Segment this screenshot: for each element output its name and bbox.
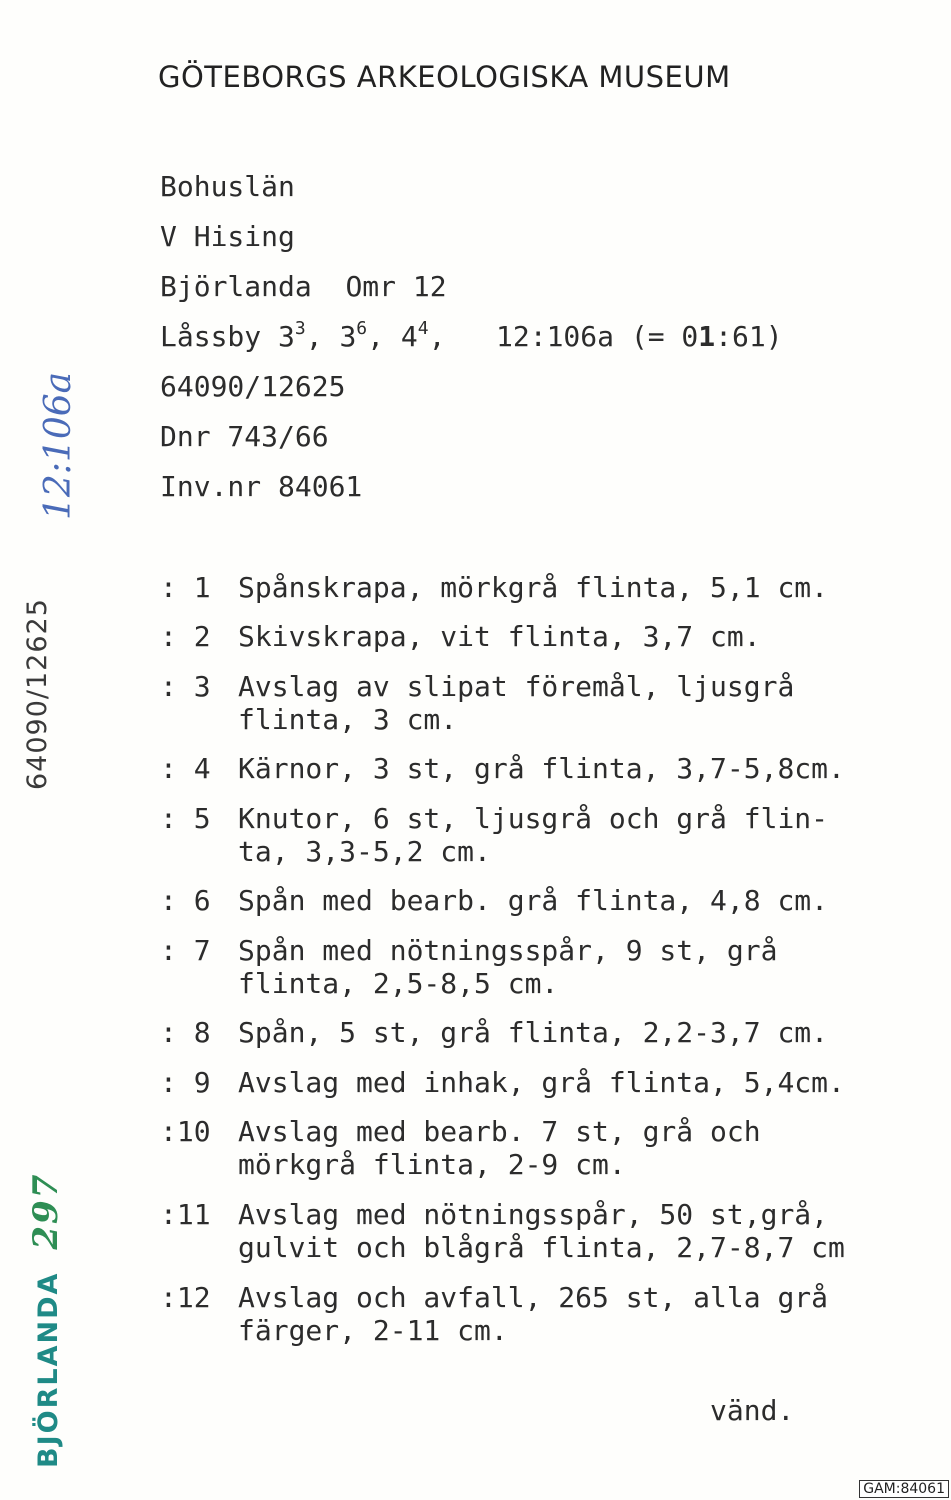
area: Omr 12 — [345, 270, 447, 303]
coordinates: 64090/12625 — [160, 370, 346, 403]
museum-heading: GÖTEBORGS ARKEOLOGISKA MUSEUM — [158, 60, 731, 94]
site-part: $3^3$ — [278, 318, 306, 353]
dnr: Dnr 743/66 — [160, 420, 329, 453]
province: Bohuslän — [160, 170, 295, 203]
parish-stamp: BJÖRLANDA297 — [26, 1172, 66, 1468]
parish: Björlanda — [160, 270, 312, 303]
site-prefix: Låssby — [160, 320, 262, 353]
site-part: $4^4$ — [400, 318, 429, 353]
list-item: : 1 Spånskrapa, mörkgrå flinta, 5,1 cm. — [160, 571, 829, 604]
list-item: : 3 Avslag av slipat föremål, ljusgrå flinta, 3 cm. — [160, 670, 795, 736]
list-item: :12 Avslag och avfall, 265 st, alla grå färger, 2-11 cm. — [160, 1281, 829, 1347]
site-part: $3^6$ — [339, 318, 368, 353]
list-item: : 4 Kärnor, 3 st, grå flinta, 3,7-5,8cm. — [160, 752, 845, 785]
site-line: Låssby $3^3$, $3^6$, $4^4$, 12:106a (= 01:61) — [160, 318, 783, 353]
list-item: :11 Avslag med nötningsspår, 50 st,grå, gulvit och blågrå flinta, 2,7-8,7 cm — [160, 1198, 845, 1264]
district: V Hising — [160, 220, 295, 253]
list-item: : 5 Knutor, 6 st, ljusgrå och grå flin- ta, 3,3-5,2 cm. — [160, 802, 829, 868]
site-ref-overstrike: 1 — [698, 320, 716, 353]
list-item: : 2 Skivskrapa, vit flinta, 3,7 cm. — [160, 620, 761, 653]
handwritten-site-ref: 12:106a — [38, 371, 79, 520]
list-item: : 9 Avslag med inhak, grå flinta, 5,4cm. — [160, 1066, 845, 1099]
list-item: : 6 Spån med bearb. grå flinta, 4,8 cm. — [160, 884, 829, 917]
inventory-number: Inv.nr 84061 — [160, 470, 363, 503]
list-item: : 8 Spån, 5 st, grå flinta, 2,2-3,7 cm. — [160, 1016, 829, 1049]
turn-over-note: vänd. — [710, 1394, 795, 1427]
stamp-number: 297 — [26, 1172, 66, 1250]
parish-line — [160, 270, 447, 303]
catalog-id-label: GAM:84061 — [859, 1480, 949, 1498]
list-item: :10 Avslag med bearb. 7 st, grå och mörkgrå flinta, 2-9 cm. — [160, 1115, 761, 1181]
list-item: : 7 Spån med nötningsspår, 9 st, grå flinta, 2,5-8,5 cm. — [160, 934, 778, 1000]
margin-coordinates: 64090/12625 — [22, 598, 53, 790]
site-ref: 12:106a (= 01:61) — [496, 320, 783, 353]
